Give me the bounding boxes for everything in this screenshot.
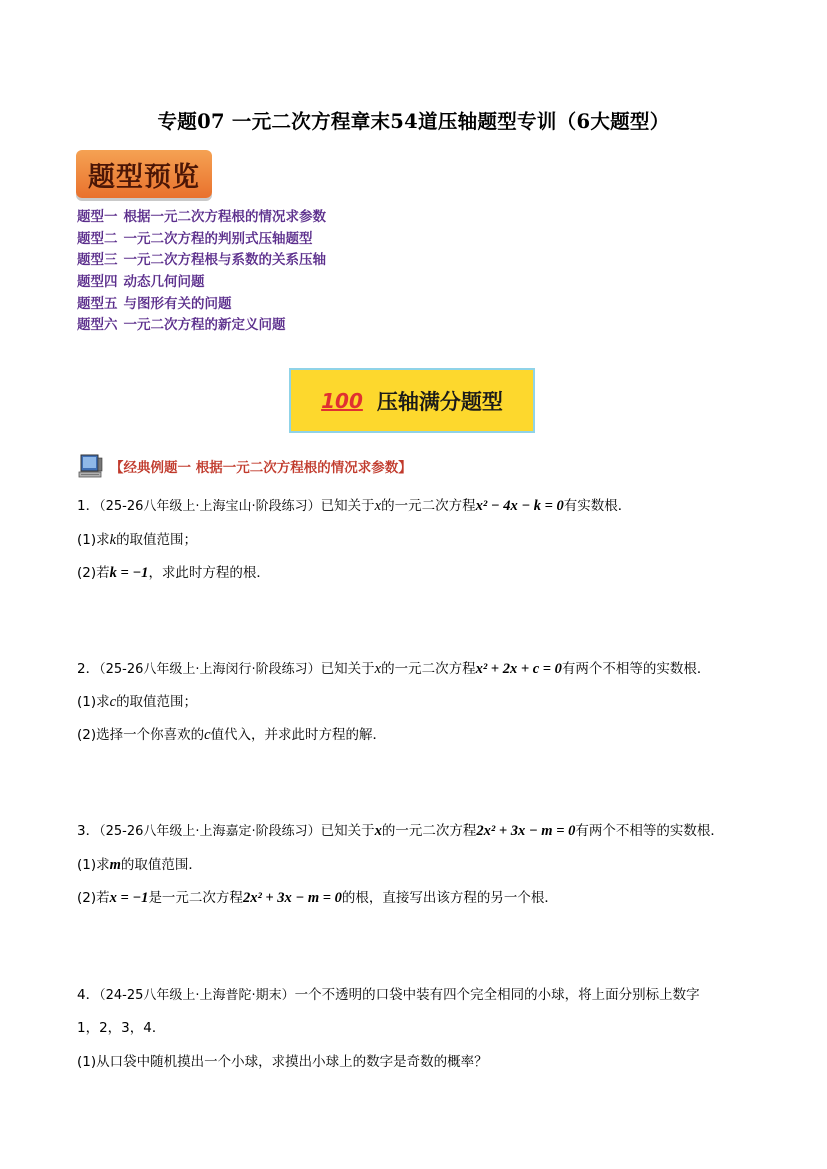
topic-list [77,207,326,337]
topic-text: 动态几何问题 [123,274,205,291]
math-var: x [374,498,382,514]
full-score-badge [289,368,535,433]
question-text: 的根，直接写出该方程的另一个根． [341,890,558,906]
question-text: (1)求 [77,694,110,710]
math-var: c [204,727,211,743]
stem-text: 1，2，3，4． [77,1020,166,1036]
equation: k = −1 [109,565,149,581]
topic-text: 一元二次方程的新定义问题 [123,317,286,334]
topic-item [77,229,326,251]
problem-source: （25-26八年级上·上海宝山·阶段练习） [99,499,321,514]
problem-2-question-2 [77,723,386,744]
problem-3-stem [77,819,724,840]
question-text: 值代入，并求此时方程的解． [210,727,387,743]
problem-3-question-2 [77,886,558,907]
problem-number: 1． [77,498,100,514]
question-text: 的取值范围； [116,694,198,710]
problem-source: （25-26八年级上·上海闵行·阶段练习） [99,662,321,677]
stem-text: 有两个不相等的实数根． [561,661,711,677]
equation: 2x² + 3x − m = 0 [242,890,342,906]
math-var: x [374,661,382,677]
topic-item [77,207,326,229]
math-var: c [109,694,117,710]
problem-4-stem-continued [77,1016,165,1036]
topic-text: 一元二次方程的判别式压轴题型 [123,230,313,247]
stem-text: 有实数根． [563,498,632,514]
problem-4-stem [77,983,700,1003]
equation: x² − 4x − k = 0 [475,498,564,514]
question-text: (2)选择一个你喜欢的 [77,727,205,743]
question-text: (2)若 [77,890,110,906]
question-text: (1)求 [77,532,110,548]
problem-number: 3． [77,823,100,839]
math-var: k [109,532,117,548]
computer-icon [76,452,104,480]
topic-label: 题型三 [77,252,118,269]
problem-source: （24-25八年级上·上海普陀·期末） [99,988,295,1003]
stem-text: 已知关于 [320,823,375,839]
stem-text: 的一元二次方程 [381,498,476,514]
equation: 2x² + 3x − m = 0 [476,823,576,839]
problem-source: （25-26八年级上·上海嘉定·阶段练习） [99,824,321,839]
problem-number: 2． [77,661,100,677]
equation: x² + 2x + c = 0 [475,661,562,677]
section-heading [76,452,412,480]
topic-label: 题型五 [77,295,118,312]
problem-number: 4． [77,987,100,1003]
math-var: x [374,823,382,839]
topic-text: 根据一元二次方程根的情况求参数 [123,209,326,225]
topic-item [77,315,326,337]
question-text: 的取值范围； [116,532,198,548]
problem-4-question-1 [77,1050,488,1070]
problem-3-question-1 [77,853,202,874]
stem-text: 已知关于 [320,498,375,514]
problem-2-question-1 [77,690,197,711]
question-text: (2)若 [77,565,110,581]
topic-label: 题型二 [77,230,118,247]
math-var: m [109,857,121,873]
page-title: 专题07 一元二次方程章末54道压轴题型专训（6大题型） [157,110,670,133]
topic-item [77,294,326,316]
question-text: 是一元二次方程 [148,890,243,906]
problem-2-stem [77,657,710,678]
question-text: (1)求 [77,857,110,873]
question-text: (1)从口袋中随机摸出一个小球，求摸出小球上的数字是奇数的概率？ [77,1054,488,1070]
problem-1-question-2 [77,561,270,582]
question-text: ，求此时方程的根． [148,565,270,581]
topic-text: 与图形有关的问题 [123,295,232,312]
topic-label: 题型六 [77,317,118,334]
topic-label: 题型四 [77,274,118,291]
equation: x = −1 [109,890,149,906]
topic-text: 一元二次方程根与系数的关系压轴 [123,252,326,269]
topic-item [77,272,326,294]
stem-text: 有两个不相等的实数根． [575,823,724,839]
topic-label: 题型一 [77,209,118,225]
hundred-points-icon: 100 [321,388,363,413]
topic-item [77,250,326,272]
problem-1-stem [77,494,631,515]
stem-text: 已知关于 [320,661,375,677]
preview-badge: 题型预览 [76,150,212,198]
stem-text: 一个不透明的口袋中装有四个完全相同的小球，将上面分别标上数字 [294,987,700,1003]
stem-text: 的一元二次方程 [381,661,476,677]
section-heading-text: 【经典例题一 根据一元二次方程根的情况求参数】 [110,460,412,476]
full-score-label: 压轴满分题型 [376,389,503,414]
question-text: 的取值范围． [120,857,202,873]
problem-1-question-1 [77,528,197,549]
stem-text: 的一元二次方程 [381,823,477,839]
